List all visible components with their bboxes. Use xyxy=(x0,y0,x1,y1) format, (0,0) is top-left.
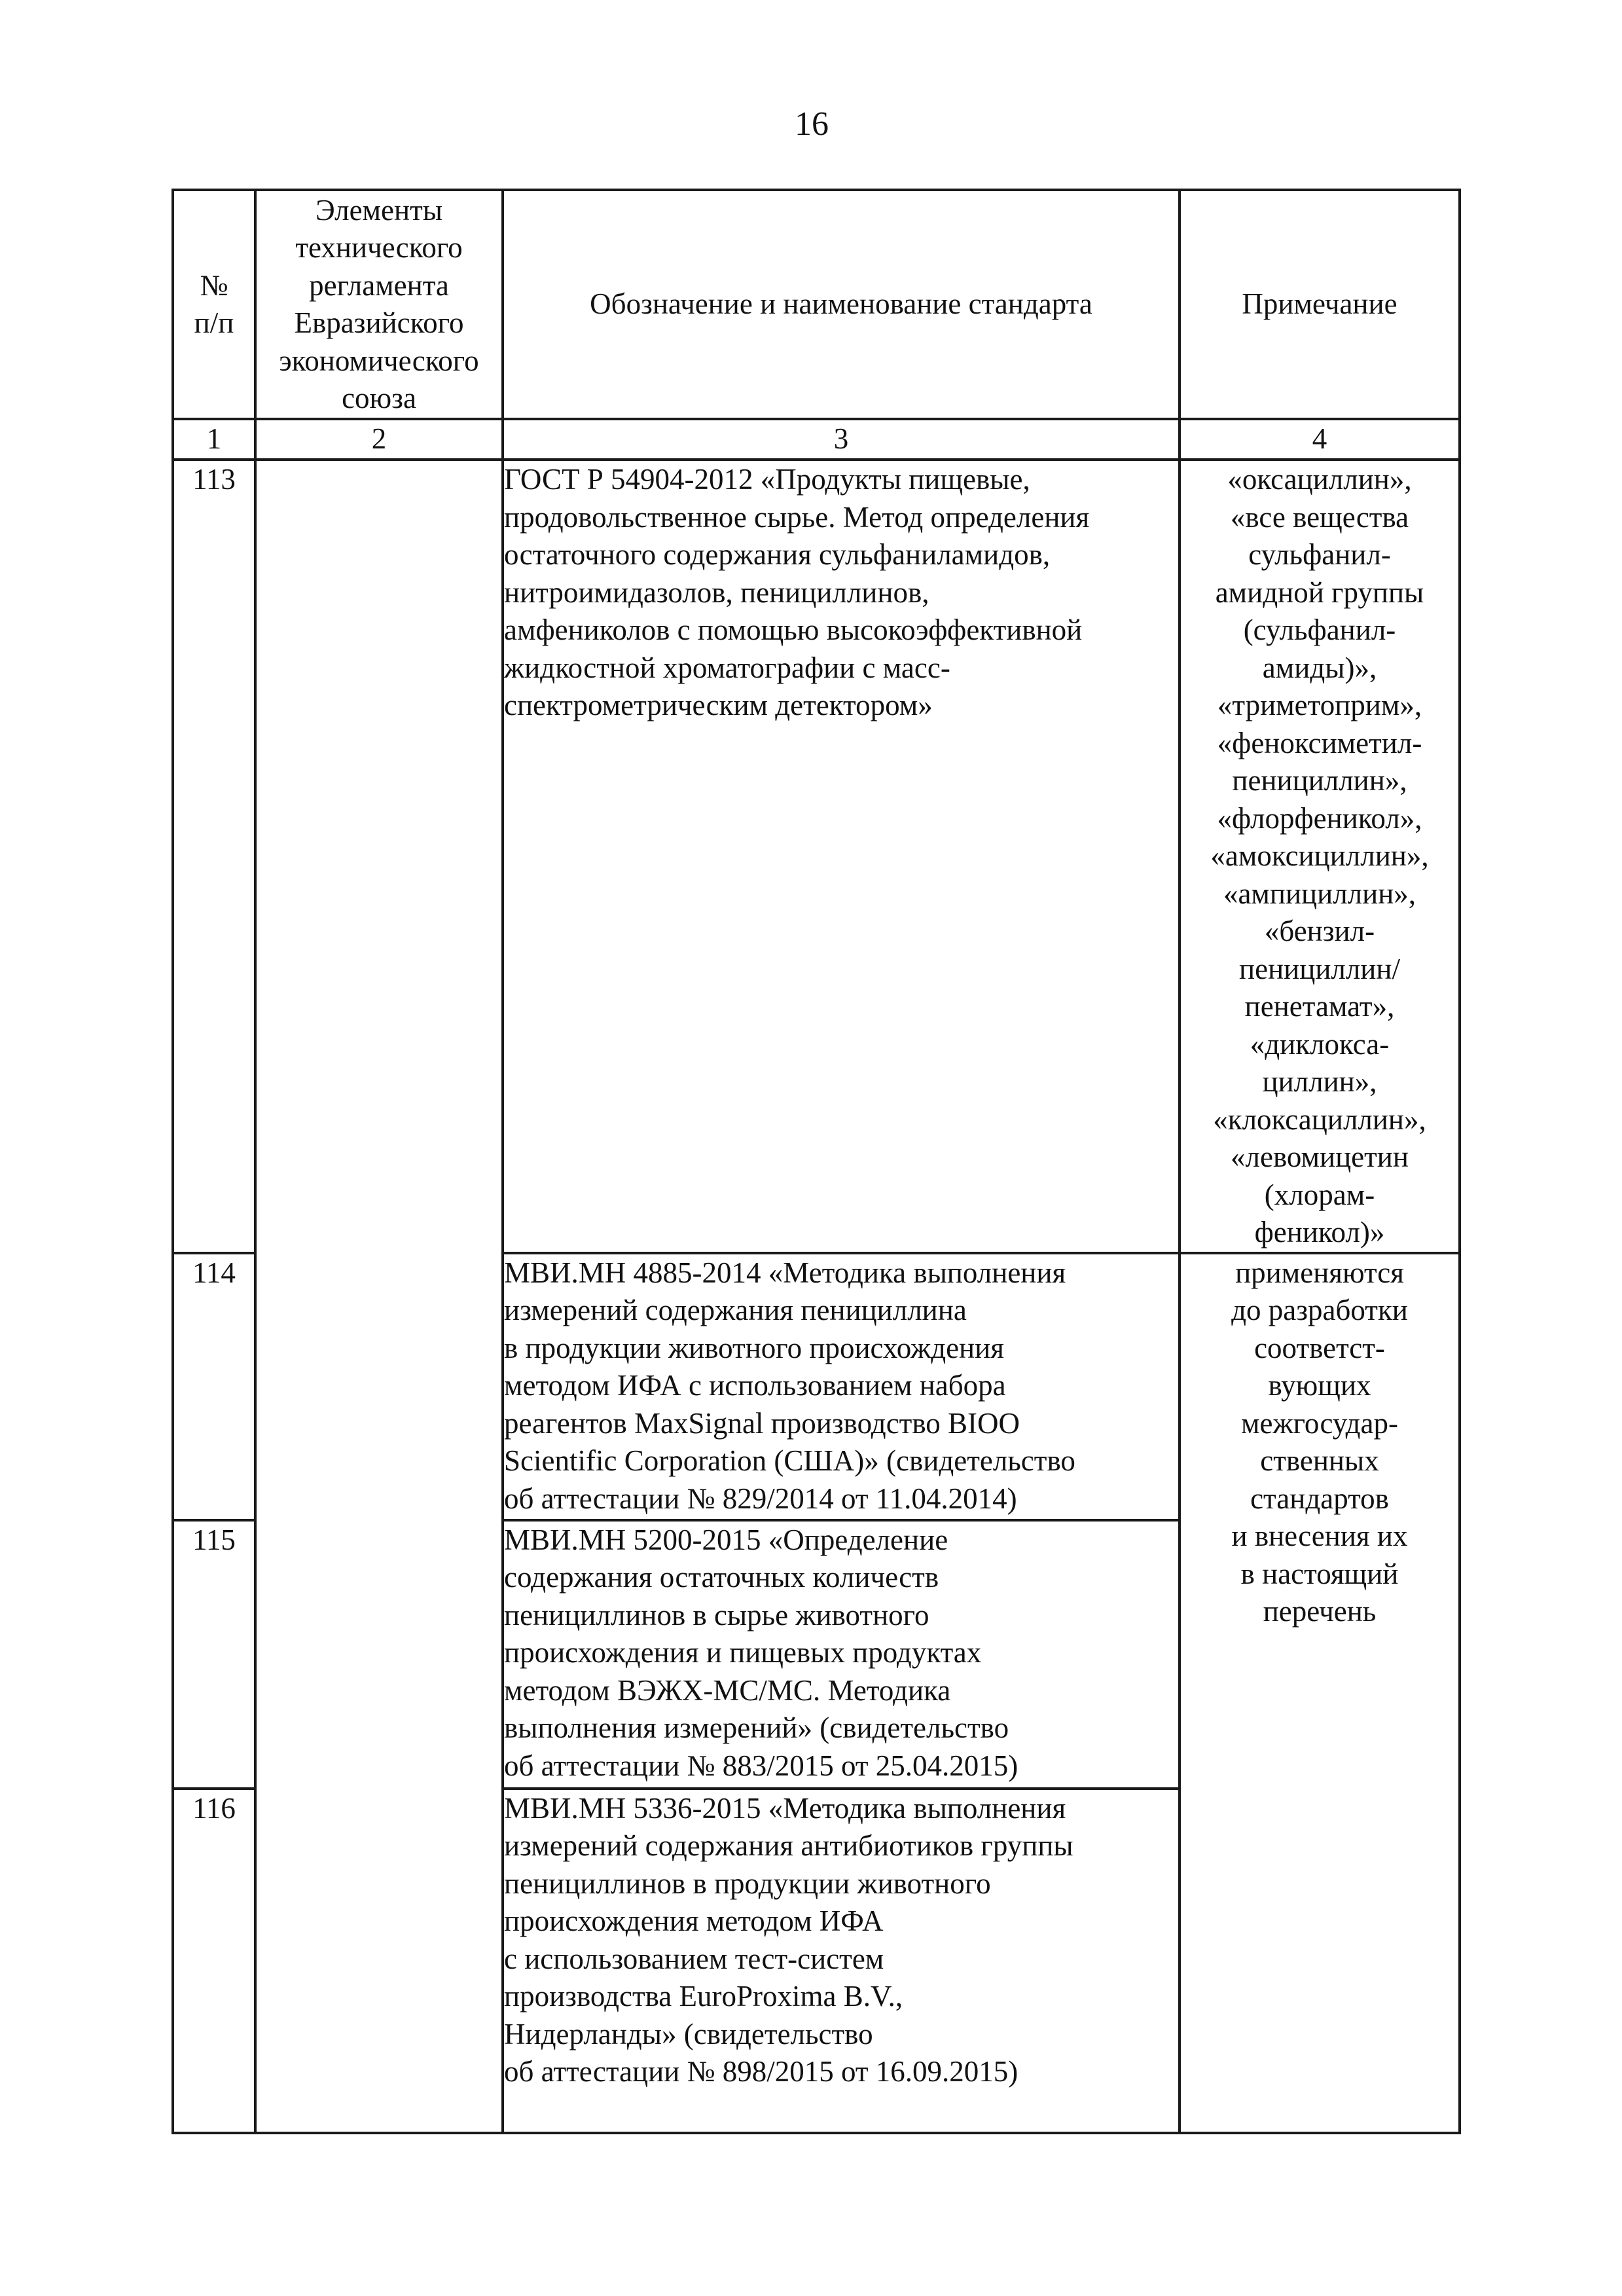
note-cell: «оксациллин», «все вещества сульфанил- амидной группы (сульфанил- амиды)», «триметоприм», «феноксиметил- пенициллин», «флорфеникол», «амоксициллин», «ампициллин», «бензил- пенициллин/ пенетамат», «диклокса- циллин», «клоксациллин», «левомицетин (хлорам- феникол)» xyxy=(1180,460,1460,1253)
row-number: 115 xyxy=(173,1520,255,1789)
header-num: № п/п xyxy=(173,190,255,419)
column-number: 1 xyxy=(173,419,255,460)
column-number: 3 xyxy=(503,419,1180,460)
standard-cell: МВИ.МН 4885-2014 «Методика выполнения измерений содержания пенициллина в продукции животного происхождения методом ИФА с использованием набора реагентов MaxSignal производство BIOO Scientific Corporation (США)» (свидетельство об аттестации № 829/2014 от 11.04.2014) xyxy=(503,1253,1180,1520)
row-number: 113 xyxy=(173,460,255,1253)
header-row xyxy=(173,190,1460,419)
column-number-row xyxy=(173,419,1460,460)
element-cell-empty xyxy=(255,460,503,2133)
standard-cell: ГОСТ Р 54904-2012 «Продукты пищевые, продовольственное сырье. Метод определения остаточного содержания сульфаниламидов, нитроимидазолов, пенициллинов, амфениколов с помощью высокоэффективной жидкостной хроматографии с масс- спектрометрическим детектором» xyxy=(503,460,1180,1253)
standard-cell: МВИ.МН 5336-2015 «Методика выполнения измерений содержания антибиотиков группы пенициллинов в продукции животного происхождения методом ИФА с использованием тест-систем производства EuroProxima B.V., Нидерланды» (свидетельство об аттестации № 898/2015 от 16.09.2015) xyxy=(503,1789,1180,2133)
row-number: 116 xyxy=(173,1789,255,2133)
page-number: 16 xyxy=(795,105,829,143)
column-number: 4 xyxy=(1180,419,1460,460)
table-row xyxy=(173,460,1460,1253)
standard-cell: МВИ.МН 5200-2015 «Определение содержания остаточных количеств пенициллинов в сырье животного происхождения и пищевых продуктах методом ВЭЖХ-МС/МС. Методика выполнения измерений» (свидетельство об аттестации № 883/2015 от 25.04.2015) xyxy=(503,1520,1180,1789)
column-number: 2 xyxy=(255,419,503,460)
shared-note-cell: применяются до разработки соответст- вующих межгосудар- ственных стандартов и внесения их в настоящий перечень xyxy=(1180,1253,1460,2133)
row-number: 114 xyxy=(173,1253,255,1520)
header-note: Примечание xyxy=(1180,190,1460,419)
header-element: Элементы технического регламента Евразийского экономического союза xyxy=(255,190,503,419)
standards-table xyxy=(171,189,1461,2134)
header-standard: Обозначение и наименование стандарта xyxy=(503,190,1180,419)
